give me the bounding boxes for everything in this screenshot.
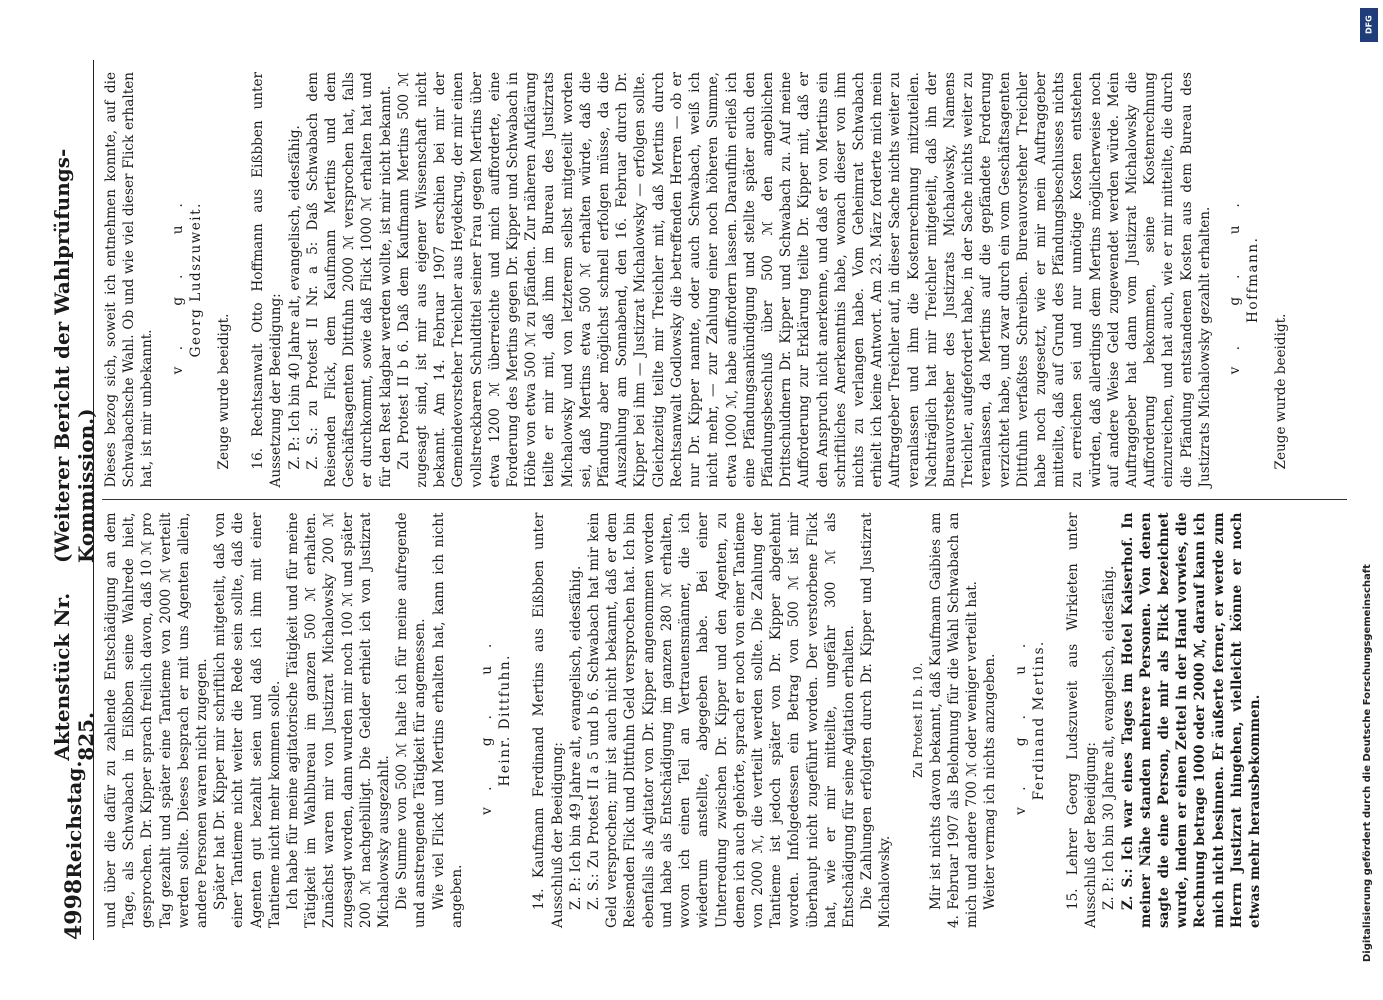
header-left: Reichstag.	[62, 760, 86, 879]
left-column	[102, 501, 1347, 941]
paragraph: Später hat Dr. Kipper mir schriftlich mitgeteilt, daß von einer Tantieme nicht weiter die Rede sein sollte, daß die Agenten gut bezahlt seien und daß ich ihm mit einer Tantieme nicht mehr kommen solle.	[212, 512, 283, 928]
paragraph: Die Zahlungen erfolgten durch Dr. Kipper und Justizrat Michalowsky.	[859, 512, 894, 928]
header-right: (Weiterer Bericht der Wahlprüfungs-Kommission.)	[50, 148, 98, 564]
vgu-mark: v. g. u.	[169, 185, 186, 375]
section-title: 16. Rechtsanwalt Otto Hoffmann aus Eißbben unter Aussetzung der Beeidigung:	[250, 72, 285, 488]
sworn-note: Zeuge wurde beeidigt.	[1273, 313, 1290, 470]
paragraph: Z. P.: Ich bin 40 Jahre alt, evangelisch, eidesfähig.	[286, 125, 303, 470]
page-header	[50, 60, 98, 940]
paragraph: Dieses bezog sich, soweit ich entnehmen konnte, auf die Schwabachsche Wahl. Ob und wie viel dieser Flick erhalten hat, ist mir unbekannt.	[103, 72, 156, 488]
dfg-logo-icon: DFG	[1360, 8, 1378, 42]
paragraph: Mir ist nichts davon bekannt, daß Kaufmann Gaibies am 4. Februar 1907 als Belohnung für die Wahl Schwabach an mich und andere 700 ℳ oder weniger verteilt hat.	[927, 512, 981, 928]
paragraph: Z. S.: Zu Protest II a 5 und b 6. Schwabach hat mir kein Geld versprochen; mir ist auch nicht bekannt, daß er dem Reisenden Flick und Dittfuhn Geld versprochen hat. Ich bin ebenfalls als Agitator von Dr. Kipper angenommen worden und habe als Entschädigung im ganzen 280 ℳ erhalten, wovon ich einen Teil an Vertrauensmänner, die ich wiederum anstellte, abgegeben habe. Bei einer Unterredung zwischen Dr. Kipper und den Agenten, zu denen ich auch gehörte, sprach er noch von einer Tantieme von 2000 ℳ, die verteilt werden sollte. Die Zahlung der Tantieme ist jedoch später von Dr. Kipper abgelehnt worden. Infolgedessen ein Betrag von 500 ℳ ist mir überhaupt nicht zugeführt worden. Der verstorbene Flick hat, wie er mir mitteilte, ungefähr 300 ℳ als Entschädigung für seine Agitation erhalten.	[586, 512, 857, 928]
page-content	[50, 60, 1355, 940]
vgu-mark: v. g. u.	[1012, 625, 1029, 815]
paragraph: Z. P.: Ich bin 49 Jahre alt, evangelisch, eidesfähig.	[567, 565, 584, 910]
section-title: 15. Lehrer Georg Ludszuweit aus Wirkieten unter Ausschluß der Beeidigung:	[1064, 512, 1100, 928]
paragraph: und über die dafür zu zahlende Entschädigung an dem Tage, als Schwabach in Eißbben seine Wahlrede hielt, gesprochen. Dr. Kipper sprach freilich davon, daß 10 ℳ pro Tag gezahlt und später eine Tantieme von 2000 ℳ verteilt werden sollte. Dieses besprach er mit uns Agenten allein, andere Personen waren nicht zugegen.	[103, 512, 211, 928]
right-column	[102, 60, 1347, 500]
column-divider	[102, 500, 1347, 501]
page-number: 4998	[61, 878, 87, 940]
vgu-mark: v. g. u.	[1226, 185, 1243, 375]
header-center: Aktenstück Nr. 825.	[50, 592, 98, 761]
text-columns	[102, 60, 1347, 940]
vgu-mark: v. g. u.	[479, 625, 496, 815]
paragraph: Zu Protest II b 6. Daß dem Kaufmann Mertins 500 ℳ zugesagt sind, ist mir aus eigener Wissenschaft nicht bekannt. Am 14. Februar 1907 erschien bei mir der Gemeindevorsteher Treichler aus Heydekrug, der mir einen vollstreckbaren Schuldtitel seiner Frau gegen Mertins über etwa 1200 ℳ überreichte und mich aufforderte, eine Forderung des Mertins gegen Dr. Kipper und Schwabach in Höhe von etwa 500 ℳ zu pfänden. Zur näheren Aufklärung teilte er mir mit, daß ihm im Bureau des Justizrats Michalowsky und von letzterem selbst mitgeteilt worden sei, daß Mertins etwa 500 ℳ erhalten würde, daß die Pfändung aber möglichst schnell erfolgen müsse, da die Auszahlung am Sonnabend, den 16. Februar durch Dr. Kipper bei ihm — Justizrat Michalowsky — erfolgen sollte. Gleichzeitig teilte mir Treichler mit, daß Mertins durch Rechtsanwalt Godlowsky die betreffenden Herren — ob er nur Dr. Kipper nannte, oder auch Schwabach, weiß ich nicht mehr, — zur Zahlung einer noch höheren Summe, etwa 1000 ℳ, habe auffordern lassen. Daraufhin erließ ich eine Pfändungsankündigung und stellte später auch den Pfändungsbeschluß über 500 ℳ den angeblichen Drittschuldnern Dr. Kipper und Schwabach zu. Auf meine Aufforderung zur Erklärung teilte Dr. Kipper mit, daß er den Anspruch nicht anerkenne, und daß er von Mertins ein schriftliches Anerkenntnis habe, wonach dieser von ihm nichts zu verlangen habe. Vom Geheimrat Schwabach erhielt ich keine Antwort. Am 23. März forderte mich mein Auftraggeber Treichler auf, in dieser Sache nichts weiter zu veranlassen und ihm die Kostenrechnung mitzuteilen. Nachträglich hat mir Treichler mitgeteilt, daß ihn der Bureauvorsteher des Justizrats Michalowsky, Namens Treichler, aufgefordert habe, in der Sache nichts weiter zu veranlassen, da Mertins auf die gepfändete Forderung verzichtet habe, und zwar durch ein vom Geschäftsagenten Dittfuhn verfaßtes Schreiben. Bureauvorsteher Treichler habe noch zugesetzt, wie er mir mein Auftraggeber mitteilte, daß auf Grund des Pfändungsbeschlusses nichts zu erreichen sei und nur unnötige Kosten entstehen würden, daß allerdings dem Mertins möglicherweise noch auf andere Weise Geld zugewendet werden würde. Mein Auftraggeber hat dann vom Justizrat Michalowsky die Aufforderung bekommen, seine Kostenrechnung einzureichen, und hat auch, wie er mir mitteilte, die durch die Pfändung entstandenen Kosten aus dem Bureau des Justizrats Michalowsky gezahlt erhalten.	[395, 72, 1213, 488]
signature: Heinr. Dittfuhn.	[497, 654, 514, 787]
signature: Georg Ludszuweit.	[187, 202, 204, 358]
paragraph: Die Summe von 500 ℳ halte ich für meine aufregende und anstrengende Tätigkeit für angemessen.	[394, 512, 429, 928]
digitization-credit	[1360, 8, 1380, 968]
paragraph: Wie viel Flick und Mertins erhalten hat, kann ich nicht angeben.	[430, 512, 465, 928]
paragraph: Weiter vermag ich nichts anzugeben.	[982, 653, 999, 910]
signature: Ferdinand Mertins.	[1030, 640, 1047, 801]
signature: Hoffmann.	[1245, 236, 1262, 323]
sworn-note: Zeuge wurde beeidigt.	[216, 313, 233, 470]
paragraph: Z. S.: zu Protest II Nr. a 5: Daß Schwabach dem Reisenden Flick, dem Kaufmann Mertins und dem Geschäftsagenten Dittfuhn 2000 ℳ versprochen hat, falls er durchkommt, sowie daß Flick 1000 ℳ erhalten hat und für den Rest klagbar werden wollte, ist mir nicht bekannt.	[304, 72, 394, 488]
paragraph: Z. S.: Ich war eines Tages im Hotel Kaiserhof. In meiner Nähe standen mehrere Personen. Von denen sagte die eine Person, die mir als Flick bezeichnet wurde, indem er einen Zettel in der Hand vorwies, die Rechnung betrage 1000 oder 2000 ℳ, darauf kann ich mich nicht besinnen. Er äußerte ferner, er werde zum Herrn Justizrat hingehen, vielleicht könne er noch etwas mehr herausbekommen.	[1119, 512, 1263, 928]
credit-text: Digitalisierung gefördert durch die Deutsche Forschungsgemeinschaft	[1362, 564, 1373, 962]
paragraph: Ich habe für meine agitatorische Tätigkeit und für meine Tätigkeit im Wahlbureau im ganzen 500 ℳ erhalten. Zunächst waren mir von Justizrat Michalowsky 200 ℳ zugesagt worden, dann wurden mir noch 100 ℳ und später 200 ℳ nachgebilligt. Die Gelder erhielt ich von Justizrat Michalowsky ausgezahlt.	[285, 512, 393, 928]
protest-reference: Zu Protest II b. 10.	[910, 662, 925, 778]
section-title: 14. Kaufmann Ferdinand Mertins aus Eißbben unter Ausschluß der Beeidigung:	[531, 512, 566, 928]
paragraph: Z. P.: Ich bin 30 Jahre alt, evangelisch, eidesfähig.	[1101, 565, 1118, 910]
